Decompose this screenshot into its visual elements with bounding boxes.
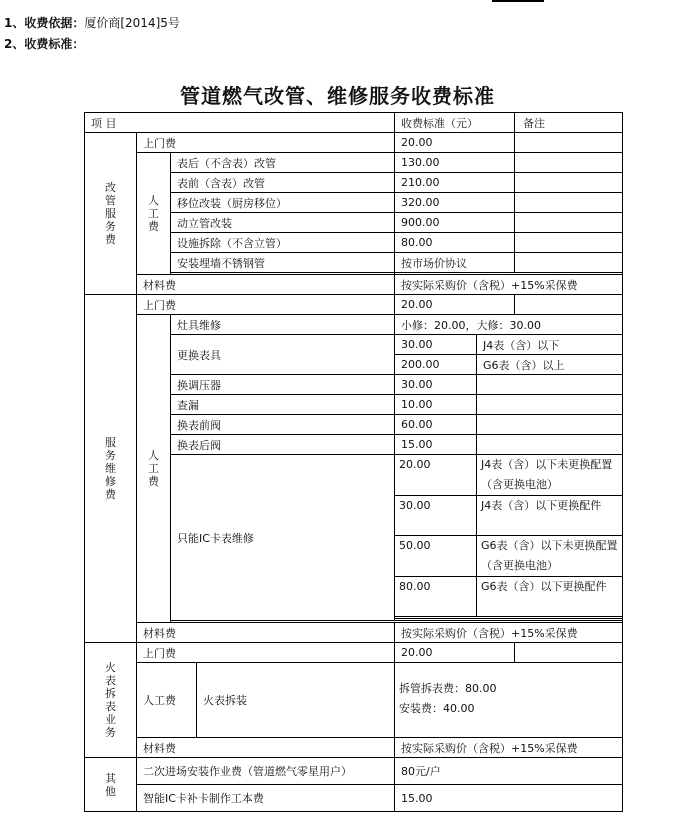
cell-fee: 900.00 <box>395 213 515 233</box>
cell-label: 只能IC卡表维修 <box>171 455 395 621</box>
fee-basis-value: 厦价商[2014]5号 <box>84 16 180 30</box>
cell-note: J4表（含）以下更换配件 <box>477 496 623 536</box>
cell-label: 换调压器 <box>171 375 395 395</box>
table-row <box>85 738 623 758</box>
table-row <box>85 785 623 812</box>
cell-label: 上门费 <box>137 643 395 663</box>
cell-note <box>515 253 623 273</box>
category-relocation: 改管服务费 <box>85 133 137 295</box>
labor-label: 人工费 <box>137 315 171 623</box>
cell-label: 设施拆除（不含立管） <box>171 233 395 253</box>
cell-label: 上门费 <box>137 133 395 153</box>
cell-note: G6表（含）以下未更换配置（含更换电池） <box>477 536 623 577</box>
cell-label: 表前（含表）改管 <box>171 173 395 193</box>
cell-fee: 50.00 <box>395 536 477 577</box>
cell-fee <box>395 663 623 738</box>
cell-label: 换表后阀 <box>171 435 395 455</box>
cell-fee: 10.00 <box>395 395 477 415</box>
document-title: 管道燃气改管、维修服务收费标准 <box>180 84 495 108</box>
cell-fee: 20.00 <box>395 455 477 496</box>
cell-fee: 20.00 <box>395 133 515 153</box>
table-row <box>85 275 623 295</box>
cell-label: 更换表具 <box>171 335 395 375</box>
cell-note: G6表（含）以上 <box>477 355 623 375</box>
cell-fee: 小修：20.00，大修：30.00 <box>395 315 623 335</box>
header-note: 备注 <box>515 113 623 133</box>
table-row <box>85 153 623 173</box>
table-row <box>85 623 623 643</box>
cell-note <box>515 173 623 193</box>
cell-label: 换表前阀 <box>171 415 395 435</box>
cell-label: 移位改装（厨房移位） <box>171 193 395 213</box>
cell-fee: 130.00 <box>395 153 515 173</box>
category-service-repair: 服务维修费 <box>85 295 137 643</box>
cell-note: G6表（含）以下更换配件 <box>477 577 623 617</box>
cell-note <box>477 435 623 455</box>
top-cut-line <box>492 0 544 2</box>
cell-fee: 20.00 <box>395 643 515 663</box>
cell-fee: 15.00 <box>395 435 477 455</box>
table-row <box>85 643 623 663</box>
cell-fee: 80.00 <box>395 577 477 617</box>
cell-fee: 30.00 <box>395 496 477 536</box>
cell-fee: 按市场价协议 <box>395 253 515 273</box>
cell-note <box>477 395 623 415</box>
cell-label: 灶具维修 <box>171 315 395 335</box>
cell-note <box>515 153 623 173</box>
cell-fee: 按实际采购价（含税）+15%采保费 <box>395 623 623 643</box>
table-row <box>85 295 623 315</box>
category-fire-meter: 火表拆表业务 <box>85 643 137 758</box>
table-header-row <box>85 113 623 133</box>
cell-fee: 按实际采购价（含税）+15%采保费 <box>395 738 623 758</box>
table-row <box>85 663 623 738</box>
table-row <box>85 315 623 335</box>
cell-note: J4表（含）以下 <box>477 335 623 355</box>
cell-label: 表后（不含表）改管 <box>171 153 395 173</box>
cell-note <box>477 415 623 435</box>
cell-fee: 210.00 <box>395 173 515 193</box>
disassembly-fee: 拆管拆表费：80.00 <box>399 682 497 695</box>
fee-standard-label: 2、收费标准： <box>4 37 85 51</box>
cell-note <box>515 213 623 233</box>
table-row <box>85 758 623 785</box>
cell-note <box>515 193 623 213</box>
cell-label: 材料费 <box>137 738 395 758</box>
cell-note <box>515 233 623 253</box>
table-row <box>85 133 623 153</box>
cell-fee: 200.00 <box>395 355 477 375</box>
cell-fee: 20.00 <box>395 295 515 315</box>
category-other: 其他 <box>85 758 137 812</box>
cell-label: 火表拆装 <box>197 663 395 738</box>
cell-fee: 60.00 <box>395 415 477 435</box>
fee-basis-line <box>4 14 180 31</box>
cell-label: 上门费 <box>137 295 395 315</box>
cell-note <box>515 295 623 315</box>
header-fee: 收费标准（元） <box>395 113 515 133</box>
cell-label: 智能IC卡补卡制作工本费 <box>137 785 395 812</box>
cell-fee: 30.00 <box>395 335 477 355</box>
cell-label: 材料费 <box>137 275 395 295</box>
cell-fee: 按实际采购价（含税）+15%采保费 <box>395 275 623 295</box>
cell-fee: 80.00 <box>395 233 515 253</box>
cell-fee: 320.00 <box>395 193 515 213</box>
cell-note <box>477 375 623 395</box>
cell-fee: 30.00 <box>395 375 477 395</box>
cell-note: J4表（含）以下未更换配置（含更换电池） <box>477 455 623 496</box>
labor-label: 人工费 <box>137 663 197 738</box>
cell-note <box>515 133 623 153</box>
fee-table <box>84 112 623 812</box>
cell-label: 动立管改装 <box>171 213 395 233</box>
installation-fee: 安装费：40.00 <box>399 702 475 715</box>
cell-fee: 15.00 <box>395 785 623 812</box>
cell-label: 材料费 <box>137 623 395 643</box>
fee-basis-label: 1、收费依据： <box>4 16 85 30</box>
labor-label: 人工费 <box>137 153 171 275</box>
fee-standard-line <box>4 35 84 52</box>
cell-fee: 80元/户 <box>395 758 623 785</box>
cell-label: 二次进场安装作业费（管道燃气零星用户） <box>137 758 395 785</box>
cell-label: 安装埋墙不锈钢管 <box>171 253 395 273</box>
cell-note <box>515 643 623 663</box>
header-item: 项 目 <box>85 113 395 133</box>
cell-label: 查漏 <box>171 395 395 415</box>
